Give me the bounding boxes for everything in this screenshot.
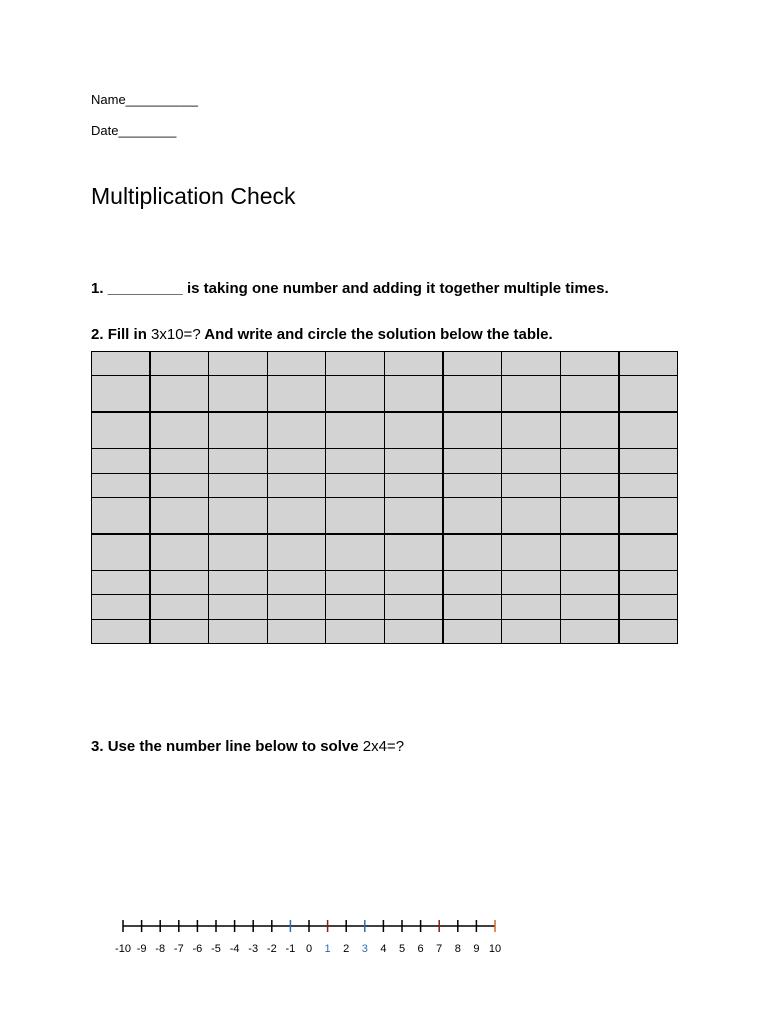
date-field-label: Date________ [91, 123, 177, 138]
grid-cell[interactable] [267, 595, 326, 619]
number-line-label: 10 [488, 943, 502, 955]
grid-cell[interactable] [150, 570, 209, 594]
number-line-label: -2 [266, 943, 277, 955]
grid-cell[interactable] [267, 619, 326, 643]
grid-cell[interactable] [443, 497, 502, 534]
question-1-text: is taking one number and adding it together multiple times. [186, 280, 609, 297]
grid-cell[interactable] [267, 534, 326, 571]
grid-cell[interactable] [560, 449, 619, 473]
grid-cell[interactable] [150, 534, 209, 571]
grid-cell[interactable] [326, 497, 385, 534]
grid-cell[interactable] [560, 473, 619, 497]
grid-cell[interactable] [326, 412, 385, 449]
number-line-label: -3 [248, 943, 259, 955]
number-line-label: -4 [229, 943, 240, 955]
number-line-label: 4 [380, 943, 387, 955]
grid-cell[interactable] [92, 352, 151, 376]
grid-cell[interactable] [150, 352, 209, 376]
grid-cell[interactable] [560, 595, 619, 619]
grid-cell[interactable] [150, 412, 209, 449]
name-field-label: Name__________ [91, 92, 198, 107]
grid-cell[interactable] [326, 449, 385, 473]
grid-cell[interactable] [209, 376, 268, 413]
grid-cell[interactable] [384, 376, 443, 413]
grid-cell[interactable] [267, 473, 326, 497]
grid-row [92, 570, 678, 594]
number-line-label: 0 [305, 943, 313, 955]
grid-cell[interactable] [92, 412, 151, 449]
question-2-number: 2. [91, 326, 104, 343]
question-2 [91, 326, 553, 343]
grid-row [92, 473, 678, 497]
grid-cell[interactable] [326, 595, 385, 619]
grid-cell[interactable] [502, 352, 561, 376]
question-3 [91, 738, 404, 755]
grid-cell[interactable] [384, 619, 443, 643]
grid-cell[interactable] [619, 473, 678, 497]
grid-cell[interactable] [502, 412, 561, 449]
grid-cell[interactable] [92, 497, 151, 534]
grid-cell[interactable] [560, 497, 619, 534]
number-line-label: -7 [173, 943, 184, 955]
number-line-label: -9 [136, 943, 147, 955]
number-line-label: 3 [361, 943, 368, 955]
question-3-text: Use the number line below to solve [107, 738, 363, 755]
grid-cell[interactable] [502, 497, 561, 534]
grid-cell[interactable] [384, 352, 443, 376]
number-line-label: 2 [343, 943, 350, 955]
grid-cell[interactable] [502, 595, 561, 619]
question-3-expression: 2x4=? [362, 738, 405, 755]
number-line-label: 8 [454, 943, 461, 955]
grid-cell[interactable] [326, 352, 385, 376]
grid-cell[interactable] [209, 534, 268, 571]
grid-cell[interactable] [443, 449, 502, 473]
grid-cell[interactable] [619, 352, 678, 376]
grid-cell[interactable] [384, 534, 443, 571]
question-3-number: 3. [91, 738, 104, 755]
number-line [105, 912, 515, 958]
grid-cell[interactable] [150, 497, 209, 534]
number-line-label: 5 [398, 943, 406, 955]
grid-cell[interactable] [443, 473, 502, 497]
grid-row [92, 449, 678, 473]
grid-cell[interactable] [443, 570, 502, 594]
grid-cell[interactable] [502, 619, 561, 643]
grid-cell[interactable] [92, 376, 151, 413]
grid-cell[interactable] [267, 352, 326, 376]
grid-cell[interactable] [150, 449, 209, 473]
question-2-text-a: Fill in [107, 326, 152, 343]
grid-cell[interactable] [267, 449, 326, 473]
grid-cell[interactable] [92, 473, 151, 497]
grid-cell[interactable] [267, 570, 326, 594]
grid-cell[interactable] [326, 473, 385, 497]
grid-cell[interactable] [326, 570, 385, 594]
grid-cell[interactable] [267, 412, 326, 449]
question-2-text-b: And write and circle the solution below the table. [200, 326, 553, 343]
grid-cell[interactable] [92, 570, 151, 594]
grid-cell[interactable] [267, 376, 326, 413]
grid-cell[interactable] [384, 497, 443, 534]
grid-cell[interactable] [560, 352, 619, 376]
grid-cell[interactable] [209, 412, 268, 449]
grid-row [92, 497, 678, 534]
grid-cell[interactable] [326, 534, 385, 571]
number-line-label: 1 [324, 943, 331, 955]
grid-cell[interactable] [560, 619, 619, 643]
grid-cell[interactable] [209, 473, 268, 497]
number-line-label: 7 [436, 943, 443, 955]
grid-row [92, 352, 678, 376]
number-line-ticks [123, 920, 495, 932]
grid-row [92, 376, 678, 413]
grid-cell[interactable] [384, 412, 443, 449]
grid-cell[interactable] [619, 570, 678, 594]
grid-cell[interactable] [384, 449, 443, 473]
grid-row [92, 534, 678, 571]
grid-cell[interactable] [560, 570, 619, 594]
grid-cell[interactable] [619, 497, 678, 534]
worksheet-title: Multiplication Check [91, 183, 296, 209]
grid-cell[interactable] [443, 412, 502, 449]
grid-cell[interactable] [209, 619, 268, 643]
number-line-label: -8 [155, 943, 166, 955]
grid-cell[interactable] [619, 619, 678, 643]
grid-cell[interactable] [502, 570, 561, 594]
grid-cell[interactable] [150, 619, 209, 643]
grid-row [92, 595, 678, 619]
grid-cell[interactable] [502, 534, 561, 571]
number-line-label: 9 [473, 943, 480, 955]
grid-cell[interactable] [384, 595, 443, 619]
grid-cell[interactable] [209, 352, 268, 376]
grid-cell[interactable] [560, 534, 619, 571]
grid-cell[interactable] [619, 534, 678, 571]
number-line-label: -10 [115, 943, 131, 955]
grid-cell[interactable] [209, 570, 268, 594]
grid-cell[interactable] [619, 376, 678, 413]
grid-cell[interactable] [384, 473, 443, 497]
grid-cell[interactable] [619, 595, 678, 619]
grid-cell[interactable] [443, 376, 502, 413]
question-1 [91, 280, 609, 297]
number-line-labels [115, 943, 501, 955]
grid-cell[interactable] [443, 619, 502, 643]
grid-row [92, 412, 678, 449]
grid-cell[interactable] [92, 449, 151, 473]
grid-cell[interactable] [92, 534, 151, 571]
grid-cell[interactable] [150, 376, 209, 413]
number-line-label: -6 [192, 943, 203, 955]
grid-cell[interactable] [267, 497, 326, 534]
grid-cell[interactable] [443, 352, 502, 376]
grid-cell[interactable] [92, 595, 151, 619]
grid-cell[interactable] [619, 412, 678, 449]
grid-cell[interactable] [150, 595, 209, 619]
grid-cell[interactable] [209, 595, 268, 619]
grid-cell[interactable] [209, 497, 268, 534]
grid-cell[interactable] [560, 412, 619, 449]
number-line-label: -5 [211, 943, 221, 955]
grid-cell[interactable] [502, 449, 561, 473]
grid-cell[interactable] [443, 595, 502, 619]
grid-cell[interactable] [384, 570, 443, 594]
question-1-number: 1. [91, 280, 104, 297]
grid-cell[interactable] [502, 376, 561, 413]
grid-cell[interactable] [326, 619, 385, 643]
number-line-label: 6 [417, 943, 424, 955]
grid-cell[interactable] [92, 619, 151, 643]
grid-cell[interactable] [326, 376, 385, 413]
grid-cell[interactable] [443, 534, 502, 571]
question-1-blank: _________ [107, 280, 183, 297]
number-line-label: -1 [285, 943, 296, 955]
multiplication-grid [91, 351, 678, 644]
grid-cell[interactable] [502, 473, 561, 497]
grid-row [92, 619, 678, 643]
question-2-expression: 3x10=? [151, 326, 201, 343]
grid-cell[interactable] [209, 449, 268, 473]
grid-cell[interactable] [560, 376, 619, 413]
grid-cell[interactable] [619, 449, 678, 473]
grid-cell[interactable] [150, 473, 209, 497]
